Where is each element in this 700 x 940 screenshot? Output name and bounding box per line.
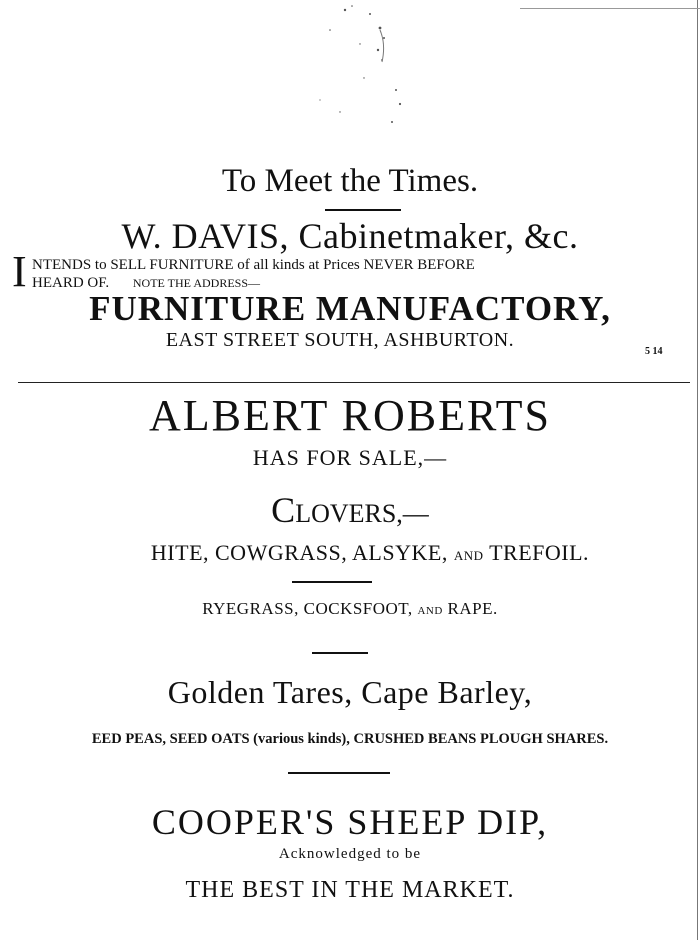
address: EAST STREET SOUTH, ASHBURTON.	[165, 329, 515, 351]
trefoil-text: TREFOIL.	[489, 540, 590, 565]
advertiser-name: W. DAVIS, Cabinetmaker, &c.	[121, 216, 579, 256]
clover-types	[20, 540, 700, 566]
best-in-market: THE BEST IN THE MARKET.	[185, 877, 515, 903]
clover-list: HITE, COWGRASS, ALSYKE,	[150, 540, 448, 565]
acknowledged-text: Acknowledged to be	[278, 846, 422, 862]
grasses-line	[0, 599, 700, 619]
clovers-rest: LOVERS,—	[295, 499, 429, 528]
has-for-sale: HAS FOR SALE,—	[252, 445, 448, 470]
short-divider-2	[312, 652, 368, 654]
body-text-line-1: NTENDS to SELL FURNITURE of all kinds at Prices NEVER BEFORE	[32, 257, 475, 273]
seeds-list: EED PEAS, SEED OATS (various kinds), CRUSHED BEANS PLOUGH SHARES.	[91, 731, 609, 747]
short-divider	[292, 581, 372, 583]
print-specks	[300, 0, 420, 140]
top-rule	[520, 8, 700, 9]
address-note: NOTE THE ADDRESS—	[132, 276, 261, 290]
clovers-heading	[0, 489, 700, 531]
drop-cap: I	[12, 247, 27, 296]
short-divider-3	[288, 772, 390, 774]
grasses-list: RYEGRASS, COCKSFOOT,	[202, 599, 413, 618]
column-divider	[18, 382, 690, 383]
tares-heading: Golden Tares, Cape Barley,	[167, 674, 533, 710]
heard-of-text: HEARD OF.	[32, 275, 110, 291]
divider	[325, 209, 401, 211]
advertiser-name-2: ALBERT ROBERTS	[148, 391, 552, 440]
and-conjunction-2: AND	[417, 605, 443, 617]
business-name: FURNITURE MANUFACTORY,	[89, 289, 611, 328]
rape-text: RAPE.	[447, 599, 498, 618]
headline: To Meet the Times.	[221, 163, 479, 199]
reference-number: 5 14	[645, 346, 663, 357]
clovers-initial: C	[271, 490, 296, 530]
and-conjunction: AND	[453, 548, 484, 563]
sheep-dip-heading: COOPER'S SHEEP DIP,	[151, 802, 549, 842]
